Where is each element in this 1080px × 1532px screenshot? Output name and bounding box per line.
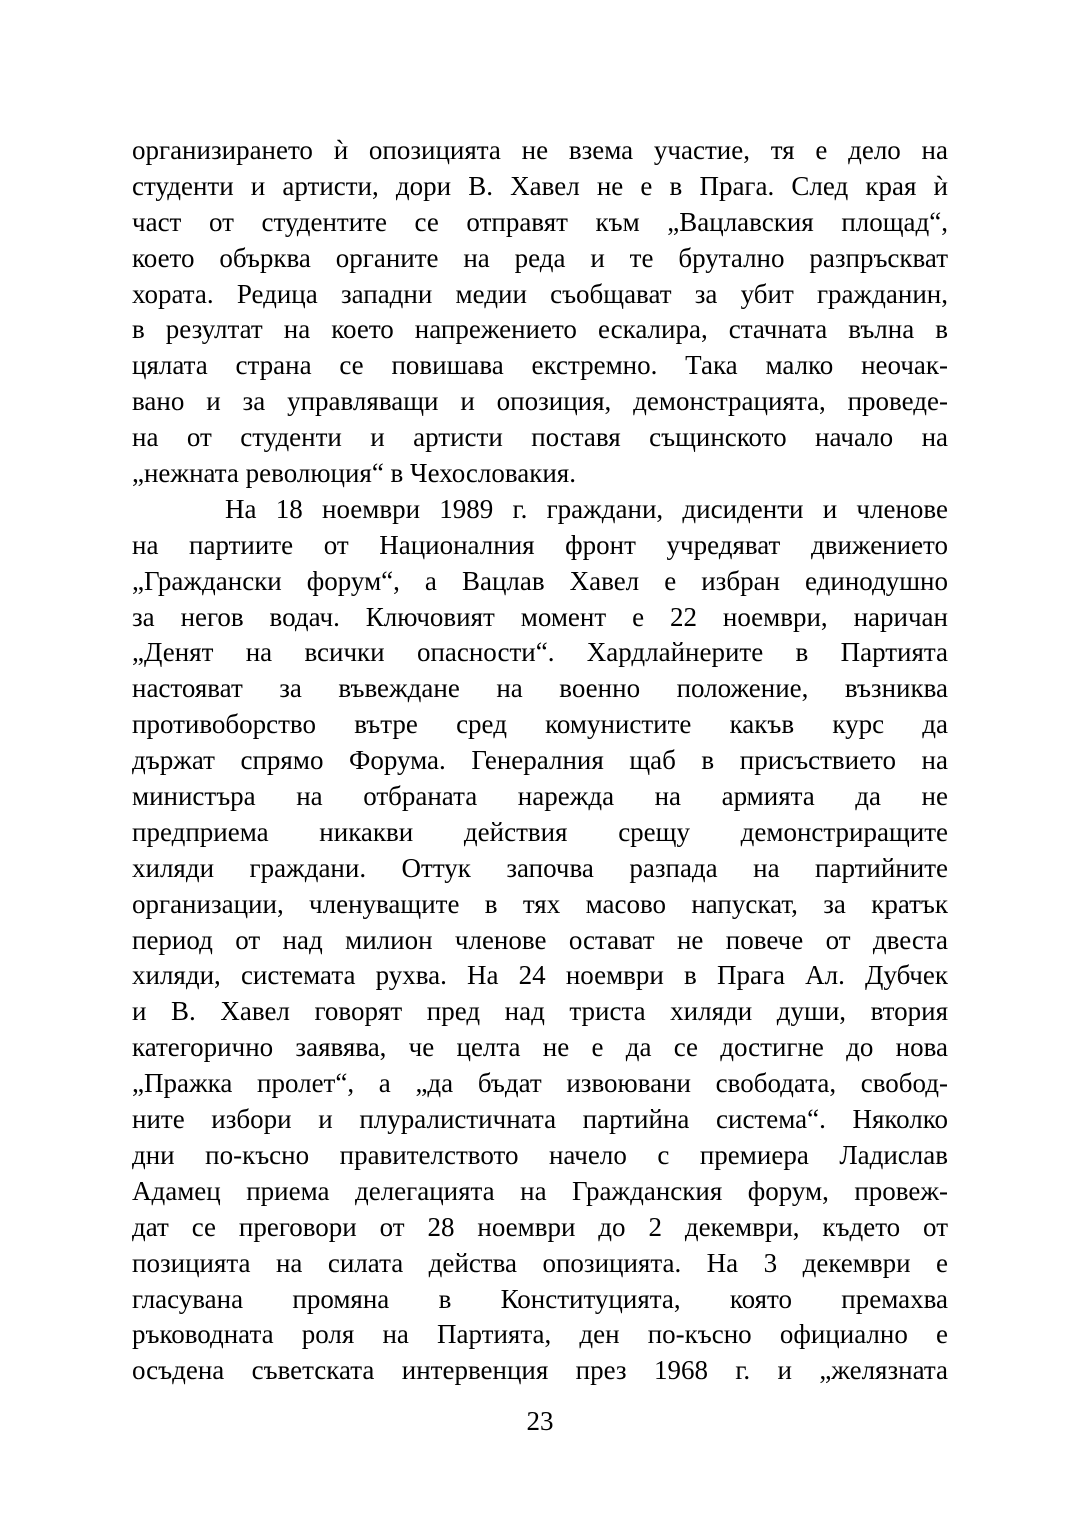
text-line: „Граждански форум“, а Вацлав Хавел е избран единодушно (132, 565, 948, 596)
text-line: ните избори и плуралистичната партийна система“. Няколко (132, 1104, 948, 1135)
text-line: на от студенти и артисти поставя същинското начало на (132, 422, 948, 453)
text-line: хората. Редица западни медии съобщават за убит гражданин, (132, 278, 948, 309)
text-line: вано и за управляващи и опозиция, демонстрацията, проведе- (132, 386, 948, 417)
text-line: хиляди, системата рухва. На 24 ноември в Прага Ал. Дубчек (132, 960, 948, 991)
text-line: „Пражка пролет“, а „да бъдат извоювани свободата, свобод- (132, 1068, 948, 1099)
text-line: позицията на силата действа опозицията. На 3 декември е (132, 1247, 948, 1278)
text-line: което обърква органите на реда и те брутално разпръскват (132, 242, 948, 273)
text-line: осъдена съветската интервенция през 1968 г. и „желязната (132, 1355, 948, 1386)
text-line: предприема никакви действия срещу демонстриращите (132, 816, 948, 847)
text-line: период от над милион членове остават не повече от двеста (132, 924, 948, 955)
text-line: цялата страна се повишава екстремно. Така малко неочак- (132, 350, 948, 381)
text-line: част от студентите се отправят към „Вацлавския площад“, (132, 206, 948, 237)
text-line: дни по-късно правителството начело с премиера Ладислав (132, 1139, 948, 1170)
text-line: ръководната роля на Партията, ден по-късно официално е (132, 1319, 948, 1350)
paragraph (132, 492, 948, 1389)
text-line: „Денят на всички опасности“. Хардлайнерите в Партията (132, 637, 948, 668)
text-line: категорично заявява, че целта не е да се достигне до нова (132, 1032, 948, 1063)
text-line: студенти и артисти, дори В. Хавел не е в Прага. След края ѝ (132, 170, 948, 201)
text-line: Адамец приема делегацията на Гражданския форум, провеж- (132, 1175, 948, 1206)
text-line: за негов водач. Ключовият момент е 22 ноември, наричан (132, 601, 948, 632)
text-line: в резултат на което напрежението ескалира, стачната вълна в (132, 314, 948, 345)
text-line: На 18 ноември 1989 г. граждани, дисиденти и членове (225, 493, 948, 524)
text-line: на партиите от Националния фронт учредяват движението (132, 529, 948, 560)
text-line: и В. Хавел говорят пред над триста хиляди души, втория (132, 996, 948, 1027)
text-line: настояват за въвеждане на военно положение, възниква (132, 673, 948, 704)
text-line: „нежната революция“ в Чехословакия. (132, 458, 576, 489)
text-line: държат спрямо Форума. Генералния щаб в присъствието на (132, 745, 948, 776)
text-line: организирането ѝ опозицията не взема участие, тя е дело на (132, 135, 948, 165)
paragraph (132, 133, 948, 492)
text-line: организации, членуващите в тях масово напускат, за кратък (132, 888, 948, 919)
text-line: министъра на отбраната нарежда на армията да не (132, 781, 948, 812)
text-line: противоборство вътре сред комунистите какъв курс да (132, 709, 948, 740)
text-line: гласувана промяна в Конституцията, която премахва (132, 1283, 948, 1314)
text-line: хиляди граждани. Оттук започва разпада на партийните (132, 852, 948, 883)
body-text (132, 133, 948, 1389)
text-line: дат се преговори от 28 ноември до 2 декември, където от (132, 1211, 948, 1242)
page-number: 23 (526, 1406, 554, 1436)
